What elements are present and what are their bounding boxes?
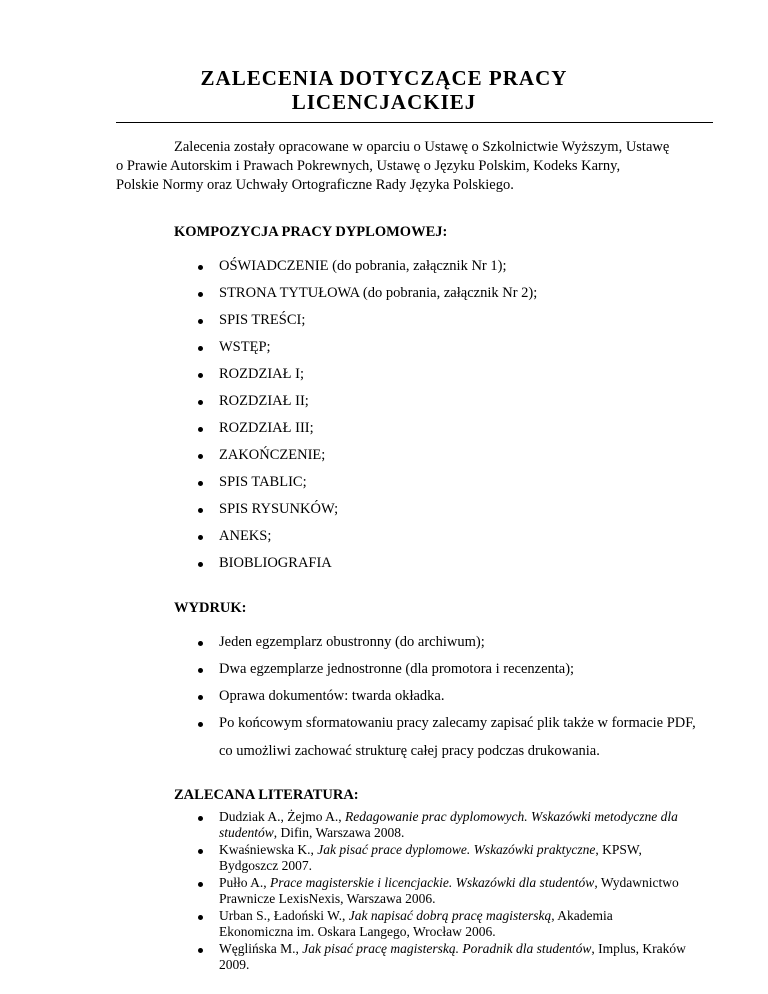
composition-item: STRONA TYTUŁOWA (do pobrania, załącznik Nr 2); — [219, 285, 538, 301]
bullet-icon — [198, 722, 203, 727]
print-heading: WYDRUK: — [174, 600, 247, 616]
bullet-icon — [198, 562, 203, 567]
composition-heading: KOMPOZYCJA PRACY DYPLOMOWEJ: — [174, 224, 448, 240]
literature-item — [219, 908, 719, 924]
literature-title: studentów — [219, 825, 274, 840]
composition-item: ROZDZIAŁ I; — [219, 366, 304, 382]
intro-line-1: Zalecenia zostały opracowane w oparciu o Ustawę o Szkolnictwie Wyższym, Ustawę — [174, 139, 670, 155]
composition-item: OŚWIADCZENIE (do pobrania, załącznik Nr 1); — [219, 258, 507, 274]
literature-heading: ZALECANA LITERATURA: — [174, 787, 359, 803]
composition-item: ROZDZIAŁ III; — [219, 420, 314, 436]
composition-item: SPIS RYSUNKÓW; — [219, 501, 339, 517]
bullet-icon — [198, 292, 203, 297]
literature-item — [219, 941, 719, 957]
literature-item-continuation: 2009. — [219, 957, 250, 972]
literature-publisher: , Difin, Warszawa 2008. — [273, 825, 405, 840]
literature-title: Jak napisać dobrą pracę magisterską — [348, 908, 552, 923]
literature-item-continuation: Ekonomiczna im. Oskara Langego, Wrocław 2006. — [219, 924, 496, 939]
literature-title: Redagowanie prac dyplomowych. Wskazówki metodyczne dla — [344, 809, 678, 824]
bullet-icon — [198, 915, 203, 920]
composition-item: SPIS TABLIC; — [219, 474, 307, 490]
bullet-icon — [198, 265, 203, 270]
literature-item — [219, 875, 719, 891]
bullet-icon — [198, 373, 203, 378]
literature-author: Urban S., Ładoński W., — [219, 908, 349, 923]
print-item: Jeden egzemplarz obustronny (do archiwum); — [219, 634, 485, 650]
title-underline — [116, 122, 713, 123]
intro-line-3: Polskie Normy oraz Uchwały Ortograficzne Rady Języka Polskiego. — [116, 177, 514, 193]
print-item: Oprawa dokumentów: twarda okładka. — [219, 688, 445, 704]
bullet-icon — [198, 346, 203, 351]
bullet-icon — [198, 849, 203, 854]
literature-item-continuation: Bydgoszcz 2007. — [219, 858, 312, 873]
literature-item — [219, 842, 719, 858]
bullet-icon — [198, 427, 203, 432]
literature-title: Jak pisać pracę magisterską. Poradnik dla studentów — [302, 941, 592, 956]
print-item-continuation: co umożliwi zachować strukturę całej pracy podczas drukowania. — [219, 743, 600, 759]
literature-title: Jak pisać prace dyplomowe. Wskazówki praktyczne — [317, 842, 596, 857]
document-title-line-2: LICENCJACKIEJ — [291, 90, 477, 114]
literature-title: Prace magisterskie i licencjackie. Wskazówki dla studentów — [270, 875, 595, 890]
literature-publisher: , Akademia — [551, 908, 613, 923]
bullet-icon — [198, 535, 203, 540]
bullet-icon — [198, 319, 203, 324]
literature-publisher: , KPSW, — [595, 842, 642, 857]
bullet-icon — [198, 641, 203, 646]
literature-author: Kwaśniewska K., — [219, 842, 318, 857]
print-item: Dwa egzemplarze jednostronne (dla promotora i recenzenta); — [219, 661, 575, 677]
print-item: Po końcowym sformatowaniu pracy zalecamy zapisać plik także w formacie PDF, — [219, 715, 696, 731]
intro-line-2: o Prawie Autorskim i Prawach Pokrewnych, Ustawę o Języku Polskim, Kodeks Karny, — [116, 158, 621, 174]
literature-publisher: , Wydawnictwo — [594, 875, 679, 890]
composition-item: BIOBLIOGRAFIA — [219, 555, 332, 571]
document-title-line-1: ZALECENIA DOTYCZĄCE PRACY — [200, 66, 568, 90]
composition-item: ANEKS; — [219, 528, 272, 544]
bullet-icon — [198, 400, 203, 405]
bullet-icon — [198, 816, 203, 821]
bullet-icon — [198, 454, 203, 459]
literature-item-continuation — [219, 825, 719, 841]
bullet-icon — [198, 668, 203, 673]
literature-author: Pułło A., — [219, 875, 271, 890]
composition-item: ZAKOŃCZENIE; — [219, 447, 326, 463]
bullet-icon — [198, 481, 203, 486]
literature-author: Węglińska M., — [219, 941, 303, 956]
bullet-icon — [198, 882, 203, 887]
literature-item-continuation: Prawnicze LexisNexis, Warszawa 2006. — [219, 891, 436, 906]
literature-item — [219, 809, 719, 825]
composition-item: WSTĘP; — [219, 339, 271, 355]
literature-author: Dudziak A., Żejmo A., — [219, 809, 345, 824]
literature-publisher: , Implus, Kraków — [591, 941, 686, 956]
composition-item: SPIS TREŚCI; — [219, 312, 306, 328]
bullet-icon — [198, 948, 203, 953]
bullet-icon — [198, 695, 203, 700]
composition-item: ROZDZIAŁ II; — [219, 393, 309, 409]
bullet-icon — [198, 508, 203, 513]
